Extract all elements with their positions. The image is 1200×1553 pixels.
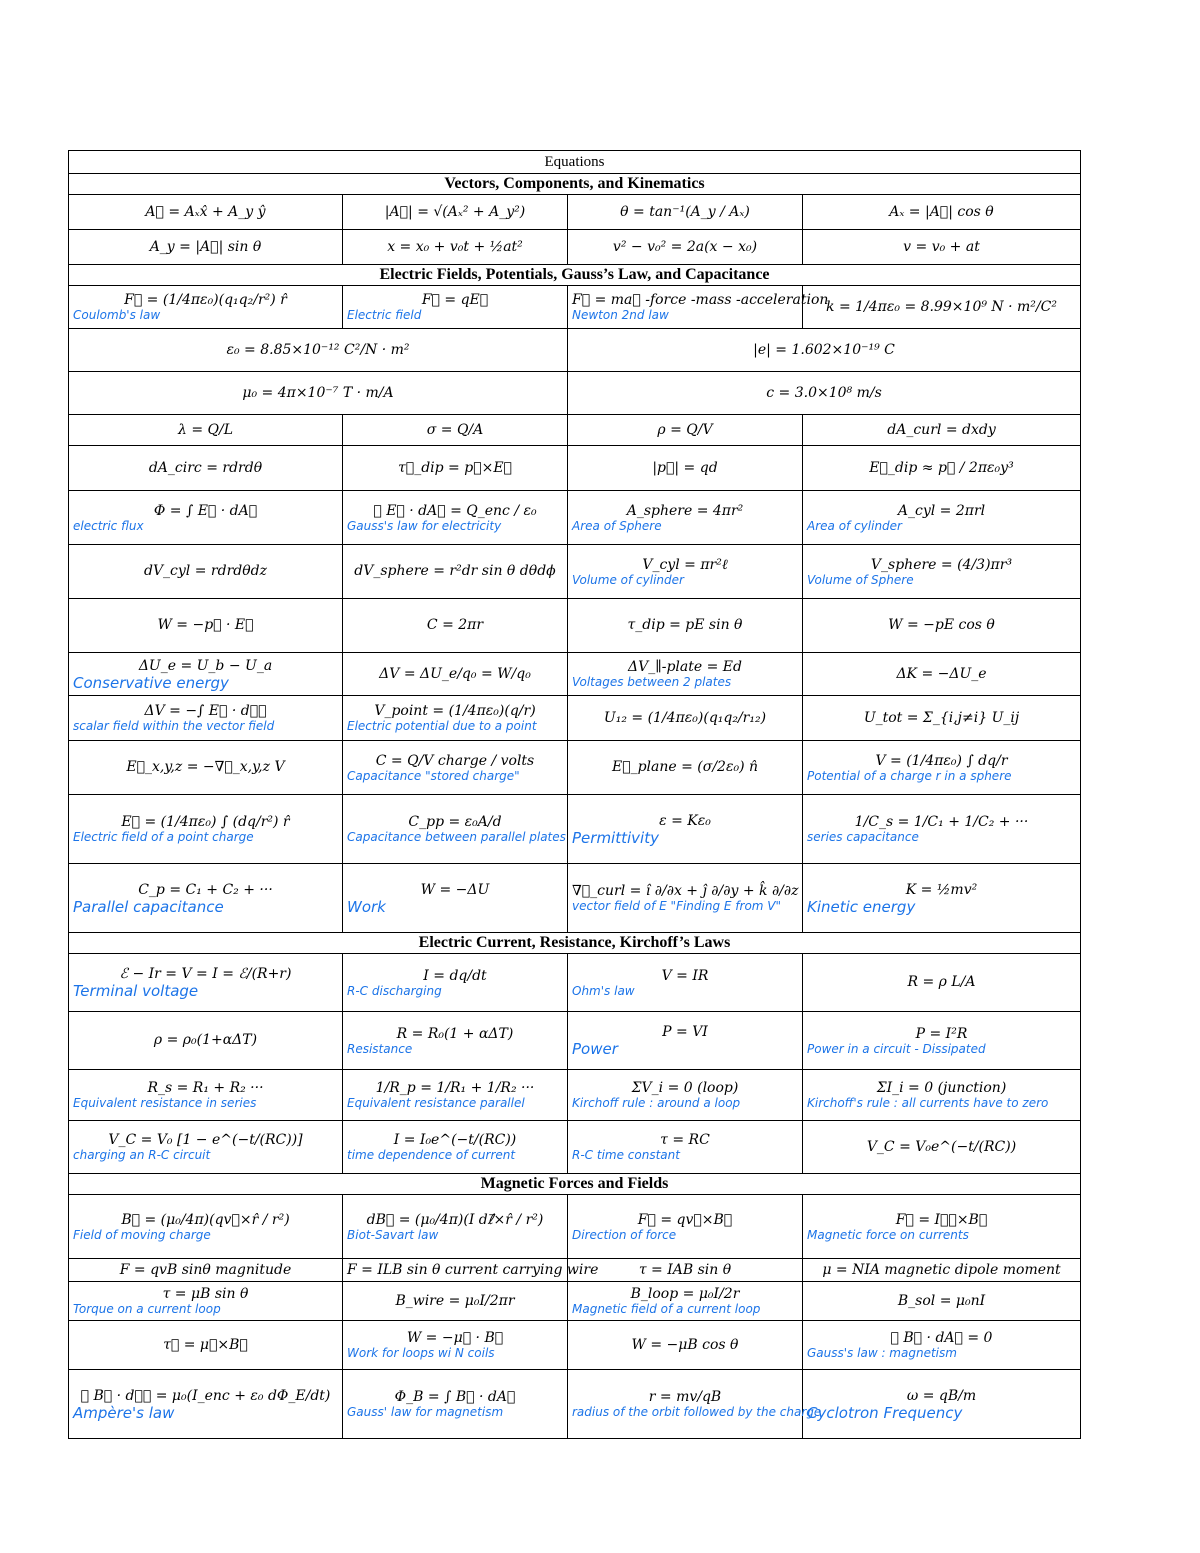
section-header-row xyxy=(69,265,1081,286)
equation-cell xyxy=(803,795,1081,864)
equation-cell xyxy=(69,1321,343,1370)
equation-cell xyxy=(803,741,1081,795)
equation-cell xyxy=(568,954,803,1012)
equation-cell xyxy=(69,286,343,329)
equation-row xyxy=(69,195,1081,230)
equation: V_point = (1/4πε₀)(q/r) xyxy=(374,703,536,719)
equation: I = I₀e^(−t/(RC)) xyxy=(393,1132,517,1148)
sheet-title: Equations xyxy=(69,151,1081,174)
equation-cell xyxy=(69,1070,343,1121)
equation: F⃗ = (1/4πε₀)(q₁q₂/r²) r̂ xyxy=(124,292,287,308)
equation-cell xyxy=(803,286,1081,329)
equation-row xyxy=(69,795,1081,864)
equation-cell xyxy=(343,195,568,230)
equation: A⃗ = Aₓx̂ + A_y ŷ xyxy=(145,203,266,220)
equation: F⃗ = ma⃗ -force -mass -acceleration xyxy=(572,292,829,308)
equation-cell xyxy=(568,545,803,599)
section-title: Magnetic Forces and Fields xyxy=(69,1174,1081,1195)
equation-cell xyxy=(69,195,343,230)
equation: V_C = V₀e^(−t/(RC)) xyxy=(866,1138,1017,1155)
equation-cell xyxy=(343,230,568,265)
equation-cell xyxy=(343,1282,568,1321)
equation-cell xyxy=(69,1259,343,1282)
equation-cell xyxy=(803,415,1081,446)
equation-row xyxy=(69,696,1081,741)
equation-cell xyxy=(568,653,803,696)
equation: F = ILB sin θ current carrying wire xyxy=(347,1261,599,1278)
equation-row xyxy=(69,1070,1081,1121)
equation-row xyxy=(69,446,1081,491)
handwritten-note: Gauss' law for magnetism xyxy=(347,1405,504,1419)
equation: R = R₀(1 + αΔT) xyxy=(396,1025,514,1042)
equation-row xyxy=(69,599,1081,653)
equation: ρ = ρ₀(1+αΔT) xyxy=(153,1032,258,1048)
equation-cell xyxy=(568,696,803,741)
equation-cell xyxy=(69,372,568,415)
equation-cell xyxy=(343,1121,568,1174)
equation-cell xyxy=(343,954,568,1012)
equation: A_y = |A⃗| sin θ xyxy=(149,238,262,255)
equation: |p⃗| = qd xyxy=(652,459,718,476)
equation: μ₀ = 4π×10⁻⁷ T · m/A xyxy=(242,384,394,401)
equation-cell xyxy=(69,741,343,795)
handwritten-note: Area of cylinder xyxy=(807,518,902,533)
equation: σ = Q/A xyxy=(426,421,484,438)
section-title: Electric Current, Resistance, Kirchoff’s Laws xyxy=(69,933,1081,954)
handwritten-note: Newton 2nd law xyxy=(572,308,669,322)
handwritten-note: Gauss's law for electricity xyxy=(347,518,502,533)
equation-cell xyxy=(69,491,343,545)
handwritten-note: Permittivity xyxy=(572,828,659,847)
equation-cell xyxy=(803,491,1081,545)
equation: R_s = R₁ + R₂ ··· xyxy=(147,1080,264,1096)
handwritten-note: Terminal voltage xyxy=(73,982,199,1000)
equation-cell xyxy=(568,372,1081,415)
equation: c = 3.0×10⁸ m/s xyxy=(766,384,882,401)
equation: dV_sphere = r²dr sin θ dθdϕ xyxy=(354,563,556,579)
equation: μ = NIA magnetic dipole moment xyxy=(822,1261,1061,1278)
handwritten-note: Potential of a charge r in a sphere xyxy=(807,768,1012,783)
equation-row xyxy=(69,864,1081,933)
equation-cell xyxy=(343,415,568,446)
section-header-row xyxy=(69,1174,1081,1195)
equation: k = 1/4πε₀ = 8.99×10⁹ N · m²/C² xyxy=(826,298,1057,315)
equation-row xyxy=(69,741,1081,795)
handwritten-note: Volume of cylinder xyxy=(572,572,684,587)
equation-cell xyxy=(69,864,343,933)
equation: dA_curl = dxdy xyxy=(887,421,996,438)
equation-cell xyxy=(343,545,568,599)
section-title: Electric Fields, Potentials, Gauss’s Law, and Capacitance xyxy=(69,265,1081,286)
equation-row xyxy=(69,1259,1081,1282)
equation: B_loop = μ₀I/2r xyxy=(630,1286,740,1302)
equation: V_sphere = (4/3)πr³ xyxy=(870,556,1013,573)
equation-cell xyxy=(343,653,568,696)
handwritten-note: Power in a circuit - Dissipated xyxy=(807,1041,986,1056)
equation: B_wire = μ₀I/2πr xyxy=(395,1292,515,1309)
equation-cell xyxy=(343,599,568,653)
equation-row xyxy=(69,329,1081,372)
equation: E⃗ = (1/4πε₀) ∫ (dq/r²) r̂ xyxy=(121,814,290,830)
equation: Aₓ = |A⃗| cos θ xyxy=(889,203,994,220)
equation-cell xyxy=(343,741,568,795)
handwritten-note: Area of Sphere xyxy=(572,518,662,533)
equation: Φ = ∫ E⃗ · dA⃗ xyxy=(153,502,258,519)
equation-cell xyxy=(69,1282,343,1321)
equation-cell xyxy=(568,1195,803,1259)
handwritten-note: R-C time constant xyxy=(572,1148,680,1162)
equation: I = dq/dt xyxy=(423,967,487,984)
equation: ΔV = −∫ E⃗ · dℓ⃗ xyxy=(144,703,267,719)
equation: ΔK = −ΔU_e xyxy=(896,665,987,682)
equation-cell xyxy=(803,653,1081,696)
equation-cell xyxy=(568,1121,803,1174)
equation: R = ρ L/A xyxy=(907,974,976,990)
equation-cell xyxy=(343,1012,568,1070)
equation-cell xyxy=(69,415,343,446)
equation: r = mv/qB xyxy=(648,1389,722,1405)
equation: τ = RC xyxy=(660,1132,710,1148)
equation: θ = tan⁻¹(A_y / Aₓ) xyxy=(620,203,750,220)
equation-cell xyxy=(568,1321,803,1370)
equation-cell xyxy=(568,741,803,795)
equation: ΔV = ΔU_e/q₀ = W/q₀ xyxy=(379,665,531,682)
equation-cell xyxy=(343,864,568,933)
equation: ℰ − Ir = V = I = ℰ/(R+r) xyxy=(119,966,292,982)
equation-cell xyxy=(568,1282,803,1321)
equation-cell xyxy=(803,1282,1081,1321)
equation: ∮ B⃗ · dℓ⃗ = μ₀(I_enc + ε₀ dΦ_E/dt) xyxy=(80,1387,331,1404)
equation-cell xyxy=(343,1370,568,1439)
equation: A_cyl = 2πrl xyxy=(897,502,986,519)
equation: ε₀ = 8.85×10⁻¹² C²/N · m² xyxy=(226,341,410,358)
equation: P = VI xyxy=(662,1024,708,1040)
equation: τ⃗ = μ⃗×B⃗ xyxy=(163,1336,248,1353)
equation-cell xyxy=(69,599,343,653)
handwritten-note: Coulomb's law xyxy=(73,308,161,322)
handwritten-note: Equivalent resistance in series xyxy=(73,1096,257,1110)
equation: τ = IAB sin θ xyxy=(638,1261,732,1278)
equation-cell xyxy=(69,696,343,741)
equation-cell xyxy=(803,1370,1081,1439)
equation: x = x₀ + v₀t + ½at² xyxy=(387,238,523,255)
equation-cell xyxy=(568,446,803,491)
section-header-row xyxy=(69,933,1081,954)
handwritten-note: Field of moving charge xyxy=(73,1227,211,1242)
equation-row xyxy=(69,653,1081,696)
handwritten-note: series capacitance xyxy=(807,830,919,844)
equation: ε = Kε₀ xyxy=(659,812,711,829)
equation-cell xyxy=(568,286,829,329)
handwritten-note: Work xyxy=(347,897,386,916)
handwritten-note: Parallel capacitance xyxy=(73,897,224,916)
handwritten-note: Biot-Savart law xyxy=(347,1227,439,1242)
equation-cell xyxy=(568,1012,803,1070)
equation-row xyxy=(69,1012,1081,1070)
equation: V = IR xyxy=(661,967,709,984)
equation-cell xyxy=(69,230,343,265)
equation-row xyxy=(69,1321,1081,1370)
equation-row xyxy=(69,372,1081,415)
equation: τ_dip = pE sin θ xyxy=(627,617,743,633)
equation-cell xyxy=(69,545,343,599)
handwritten-note: charging an R-C circuit xyxy=(73,1148,211,1162)
equation-cell xyxy=(803,954,1081,1012)
equation: v = v₀ + at xyxy=(903,238,980,255)
handwritten-note: Capacitance between parallel plates xyxy=(347,830,566,844)
equation-cell xyxy=(803,545,1081,599)
equation-cell xyxy=(803,1195,1081,1259)
handwritten-note: Volume of Sphere xyxy=(807,572,914,587)
handwritten-note: Equivalent resistance parallel xyxy=(347,1096,525,1110)
equation: ΣV_i = 0 (loop) xyxy=(631,1080,739,1096)
equation-cell xyxy=(343,1070,568,1121)
equation-cell xyxy=(803,1070,1081,1121)
handwritten-note: vector field of E "Finding E from V" xyxy=(572,899,782,913)
equation: W = −μ⃗ · B⃗ xyxy=(406,1330,504,1346)
equation: F = qvB sinθ magnitude xyxy=(119,1261,292,1278)
equation-row xyxy=(69,1121,1081,1174)
handwritten-note: Resistance xyxy=(347,1041,413,1056)
equation-row xyxy=(69,415,1081,446)
handwritten-note: Work for loops wi N coils xyxy=(347,1346,495,1360)
equation-sheet-table xyxy=(68,150,1081,1439)
handwritten-note: Gauss's law : magnetism xyxy=(807,1346,957,1360)
equation: ΣI_i = 0 (junction) xyxy=(876,1080,1007,1096)
equation: τ = μB sin θ xyxy=(162,1286,249,1302)
equation: Φ_B = ∫ B⃗ · dA⃗ xyxy=(394,1389,516,1405)
equation-row xyxy=(69,954,1081,1012)
equation: W = −p⃗ · E⃗ xyxy=(157,617,254,633)
equation-cell xyxy=(69,1121,343,1174)
equation: A_sphere = 4πr² xyxy=(626,502,744,519)
equation-cell xyxy=(803,1321,1081,1370)
equation-cell xyxy=(568,329,1081,372)
equation: |e| = 1.602×10⁻¹⁹ C xyxy=(753,341,895,358)
handwritten-note: Conservative energy xyxy=(73,673,229,692)
equation: W = −ΔU xyxy=(420,881,490,898)
equation-row xyxy=(69,286,1081,329)
equation-row xyxy=(69,1282,1081,1321)
equation: ∇⃗_curl = î ∂/∂x + ĵ ∂/∂y + k̂ ∂/∂z xyxy=(572,883,799,899)
equation-cell xyxy=(568,230,803,265)
handwritten-note: Electric potential due to a point xyxy=(347,719,537,733)
equation: ∮ B⃗ · dA⃗ = 0 xyxy=(890,1330,993,1346)
equation: v² − v₀² = 2a(x − x₀) xyxy=(612,238,758,255)
equation: C = 2πr xyxy=(426,617,484,633)
equation: B⃗ = (μ₀/4π)(qv⃗×r̂ / r²) xyxy=(121,1211,290,1228)
handwritten-note: Power xyxy=(572,1040,618,1058)
handwritten-note: Magnetic force on currents xyxy=(807,1227,969,1242)
equation-cell xyxy=(69,954,343,1012)
equation: ΔV_∥-plate = Ed xyxy=(628,659,742,675)
equation: 1/R_p = 1/R₁ + 1/R₂ ··· xyxy=(375,1080,535,1096)
equation-cell xyxy=(803,1012,1081,1070)
handwritten-note: Torque on a current loop xyxy=(73,1302,221,1316)
equation-cell xyxy=(803,696,1081,741)
equation: U_tot = Σ_{i,j≠i} U_ij xyxy=(863,709,1020,726)
equation: ω = qB/m xyxy=(906,1387,977,1404)
equation-cell xyxy=(343,446,568,491)
title-row xyxy=(69,151,1081,174)
equation-row xyxy=(69,545,1081,599)
equation-cell xyxy=(803,1121,1081,1174)
equation-cell xyxy=(69,446,343,491)
equation-cell xyxy=(803,1259,1081,1282)
equation: K = ½mv² xyxy=(905,881,978,898)
equation: |A⃗| = √(Aₓ² + A_y²) xyxy=(384,203,526,220)
handwritten-note: scalar field within the vector field xyxy=(73,719,275,733)
handwritten-note: Cyclotron Frequency xyxy=(807,1403,963,1422)
handwritten-note: Ampère's law xyxy=(73,1403,175,1422)
handwritten-note: Capacitance "stored charge" xyxy=(347,768,520,783)
handwritten-note: Magnetic field of a current loop xyxy=(572,1302,761,1316)
equation-cell xyxy=(568,864,803,933)
equation: τ⃗_dip = p⃗×E⃗ xyxy=(398,459,512,476)
equation-cell xyxy=(568,599,803,653)
equation: U₁₂ = (1/4πε₀)(q₁q₂/r₁₂) xyxy=(603,709,767,726)
equation: dV_cyl = rdrdθdz xyxy=(143,563,267,579)
handwritten-note: R-C discharging xyxy=(347,983,442,998)
equation-row xyxy=(69,230,1081,265)
equation-cell xyxy=(69,329,568,372)
equation: W = −pE cos θ xyxy=(888,617,995,633)
equation: C = Q/V charge / volts xyxy=(375,752,535,769)
equation-row xyxy=(69,1195,1081,1259)
equation: W = −μB cos θ xyxy=(631,1336,739,1353)
handwritten-note: Ohm's law xyxy=(572,983,635,998)
handwritten-note: electric flux xyxy=(73,518,144,533)
equation-cell xyxy=(343,491,568,545)
handwritten-note: Kirchoff's rule : all currents have to zero xyxy=(807,1096,1049,1110)
handwritten-note: Direction of force xyxy=(572,1227,677,1242)
equation-cell xyxy=(568,415,803,446)
equation-cell xyxy=(343,1259,599,1282)
equation: B_sol = μ₀nI xyxy=(897,1292,986,1309)
equation: ∮ E⃗ · dA⃗ = Q_enc / ε₀ xyxy=(373,502,537,519)
handwritten-note: Electric field of a point charge xyxy=(73,830,254,844)
handwritten-note: radius of the orbit followed by the charge xyxy=(572,1405,822,1419)
equation: λ = Q/L xyxy=(178,421,233,438)
equation: F⃗ = Iℓ⃗×B⃗ xyxy=(895,1211,988,1228)
section-header-row xyxy=(69,174,1081,195)
handwritten-note: time dependence of current xyxy=(347,1148,516,1162)
handwritten-note: Kinetic energy xyxy=(807,897,916,916)
equation: ρ = Q/V xyxy=(657,421,713,438)
equation: E⃗_dip ≈ p⃗ / 2πε₀y³ xyxy=(869,459,1014,476)
section-title: Vectors, Components, and Kinematics xyxy=(69,174,1081,195)
equation-sheet-body xyxy=(69,151,1081,1439)
equation-cell xyxy=(568,1370,822,1439)
equation-cell xyxy=(69,1195,343,1259)
equation: F⃗ = qE⃗ xyxy=(421,292,489,308)
equation-row xyxy=(69,1370,1081,1439)
equation-cell xyxy=(343,286,568,329)
equation-cell xyxy=(343,1195,568,1259)
equation: ΔU_e = U_b − U_a xyxy=(138,657,273,674)
equation-cell xyxy=(343,696,568,741)
equation-cell xyxy=(568,795,803,864)
equation: C_p = C₁ + C₂ + ··· xyxy=(138,881,273,898)
equation: P = I²R xyxy=(915,1025,968,1042)
equation-row xyxy=(69,491,1081,545)
handwritten-note: Electric field xyxy=(347,308,422,322)
equation: E⃗_plane = (σ/2ε₀) n̂ xyxy=(611,759,759,775)
equation-cell xyxy=(69,1370,343,1439)
handwritten-note: Voltages between 2 plates xyxy=(572,675,732,689)
equation-cell xyxy=(803,864,1081,933)
equation-cell xyxy=(69,1012,343,1070)
equation-cell xyxy=(568,1259,803,1282)
equation-cell xyxy=(568,491,803,545)
equation-cell xyxy=(803,599,1081,653)
equation-cell xyxy=(343,795,568,864)
equation: dA_circ = rdrdθ xyxy=(148,459,263,476)
equation: dB⃗ = (μ₀/4π)(I dℓ⃗×r̂ / r²) xyxy=(366,1211,544,1228)
equation-cell xyxy=(803,195,1081,230)
equation: V_C = V₀ [1 − e^(−t/(RC))] xyxy=(108,1132,303,1148)
equation-cell xyxy=(343,1321,568,1370)
equation-cell xyxy=(803,446,1081,491)
equation: C_pp = ε₀A/d xyxy=(408,814,502,830)
equation-cell xyxy=(568,1070,803,1121)
equation: V = (1/4πε₀) ∫ dq/r xyxy=(875,752,1008,769)
equation: F⃗ = qv⃗×B⃗ xyxy=(637,1211,733,1228)
equation: V_cyl = πr²ℓ xyxy=(642,556,728,573)
equation: 1/C_s = 1/C₁ + 1/C₂ + ··· xyxy=(854,814,1029,830)
equation-cell xyxy=(803,230,1081,265)
equation-cell xyxy=(69,653,343,696)
equation: E⃗_x,y,z = −∇⃗_x,y,z V xyxy=(126,759,285,775)
equation-cell xyxy=(568,195,803,230)
handwritten-note: Kirchoff rule : around a loop xyxy=(572,1096,741,1110)
equation-cell xyxy=(69,795,343,864)
